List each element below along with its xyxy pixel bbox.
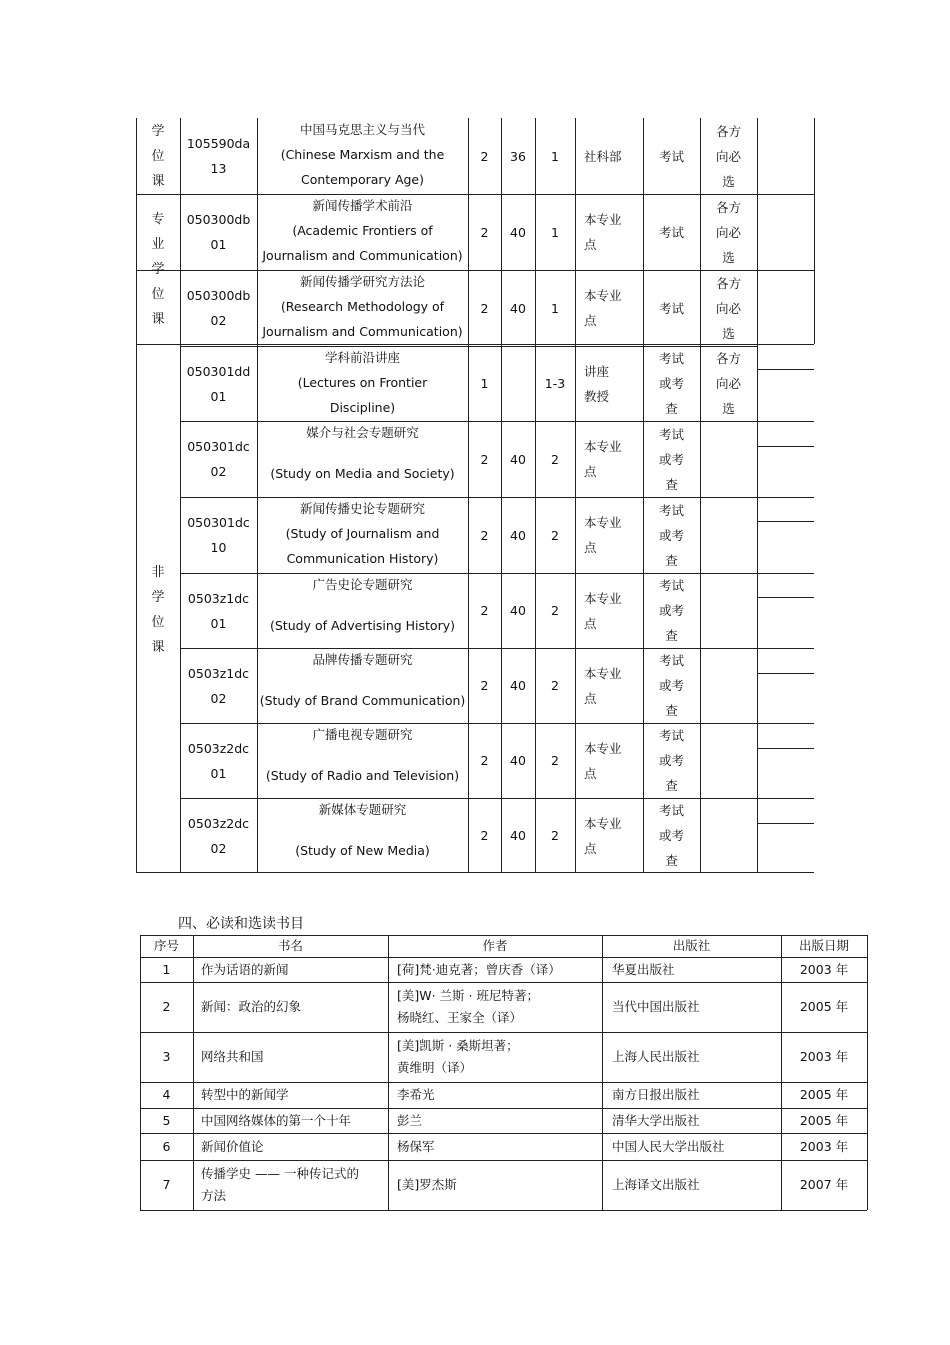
course-name (257, 572, 468, 647)
course-name-cn: 学科前沿讲座 (324, 350, 400, 365)
course-exam: 考试 或考 查 (658, 502, 684, 568)
row-line (757, 597, 814, 598)
book-author: 李希光 (397, 1087, 435, 1102)
book-date: 2005 年 (799, 1112, 849, 1128)
course-semester: 2 (551, 828, 559, 843)
course-name (257, 797, 468, 872)
course-credits: 2 (480, 753, 489, 768)
course-note (700, 723, 757, 798)
book-date: 2005 年 (799, 999, 849, 1014)
book-no: 5 (162, 1112, 171, 1128)
course-code: 0503z1dc 02 (187, 665, 250, 706)
course-dept: 本专业 点 (584, 515, 622, 555)
course-semester: 1 (551, 224, 559, 240)
course-group-label: 非 学 位 课 (151, 564, 165, 655)
course-hours: 40 (510, 224, 526, 240)
row-line (757, 748, 814, 749)
course-hours: 40 (510, 828, 526, 843)
course-name (257, 722, 468, 797)
course-note: 各方 向必 选 (715, 275, 741, 341)
row-line (757, 673, 814, 674)
book-table-line (867, 935, 868, 1210)
course-name (257, 269, 468, 345)
course-name (257, 193, 468, 269)
course-semester: 2 (551, 678, 559, 693)
course-name (257, 420, 468, 496)
book-title: 中国网络媒体的第一个十年 (201, 1112, 352, 1128)
course-exam: 考试 或考 查 (658, 803, 684, 868)
course-group-label: 学 位 课 (151, 123, 165, 189)
course-exam: 考试 (658, 148, 684, 164)
course-name-en: (Chinese Marxism and the Contemporary Age) (280, 147, 445, 187)
course-code: 0503z1dc 01 (187, 590, 250, 631)
book-title: 传播学史 —— 一种传记式的 方法 (201, 1166, 359, 1203)
book-date: 2005 年 (799, 1087, 849, 1102)
course-name-cn: 新闻传播学研究方法论 (299, 274, 425, 289)
course-code: 050301dc 02 (187, 439, 250, 479)
course-code: 0503z2dc 01 (187, 740, 250, 781)
course-name-en: (Study of Journalism and Communication History) (285, 526, 440, 566)
course-note (700, 573, 757, 648)
course-dept: 本专业 点 (584, 212, 622, 252)
row-line (757, 723, 814, 724)
course-dept: 本专业 点 (584, 740, 622, 781)
book-header-title: 书名 (277, 938, 303, 953)
course-credits: 2 (480, 148, 489, 164)
book-title: 新闻：政治的幻象 (201, 999, 302, 1014)
course-name-cn: 新闻传播学术前沿 (312, 198, 413, 213)
book-title: 新闻价值论 (201, 1138, 264, 1154)
course-hours: 40 (510, 527, 526, 543)
course-note (700, 421, 757, 497)
course-name (257, 345, 468, 420)
book-header-author: 作者 (482, 938, 508, 953)
row-line (757, 521, 814, 522)
book-author: 杨保军 (397, 1138, 435, 1154)
course-name-cn: 中国马克思主义与当代 (299, 122, 425, 137)
course-code: 050301dc 10 (187, 515, 250, 555)
course-dept: 讲座 教授 (584, 363, 610, 404)
course-hours: 40 (510, 451, 526, 467)
course-dept: 本专业 点 (584, 815, 622, 856)
book-date: 2007 年 (799, 1177, 849, 1192)
book-table-line (602, 935, 603, 1210)
course-credits: 2 (480, 678, 489, 693)
course-hours: 36 (510, 148, 526, 164)
course-code: 050300db 02 (186, 288, 251, 328)
course-code: 105590da 13 (186, 136, 251, 176)
course-credits: 2 (480, 603, 489, 618)
book-publisher: 上海人民出版社 (612, 1049, 700, 1064)
course-note: 各方 向必 选 (715, 199, 741, 265)
book-date: 2003 年 (799, 1138, 849, 1154)
row-line (757, 497, 814, 498)
course-exam: 考试 (658, 300, 684, 316)
course-exam: 考试 或考 查 (658, 426, 684, 492)
row-line (757, 823, 814, 824)
book-publisher: 南方日报出版社 (612, 1087, 700, 1102)
book-publisher: 华夏出版社 (612, 961, 675, 977)
course-credits: 2 (480, 527, 489, 543)
course-name-cn: 品牌传播专题研究 (312, 652, 413, 667)
course-hours: 40 (510, 678, 526, 693)
course-name-cn: 广播电视专题研究 (312, 727, 413, 742)
row-line (757, 446, 814, 447)
course-exam: 考试 或考 查 (658, 351, 684, 416)
course-note (700, 648, 757, 723)
course-semester: 1 (551, 148, 559, 164)
book-author: [荷]梵·迪克著；曾庆香（译） (397, 961, 561, 977)
course-note: 各方 向必 选 (715, 351, 741, 416)
course-dept: 本专业 点 (584, 590, 622, 631)
course-name-en: (Lectures on Frontier Discipline) (297, 375, 428, 415)
course-name-en: (Study of New Media) (295, 843, 430, 858)
book-publisher: 上海译文出版社 (612, 1177, 700, 1192)
book-header-publisher: 出版社 (672, 938, 711, 953)
row-line (757, 798, 814, 799)
book-no: 4 (162, 1087, 171, 1102)
book-author: [美]W· 兰斯 · 班尼特著； 杨晓红、王家全（译） (397, 988, 539, 1025)
course-dept: 社科部 (584, 148, 622, 164)
book-author: [美]罗杰斯 (397, 1177, 457, 1192)
book-title: 转型中的新闻学 (201, 1087, 289, 1102)
course-name-en: (Study on Media and Society) (270, 466, 455, 481)
course-exam: 考试 或考 查 (658, 578, 684, 643)
course-credits: 2 (480, 451, 489, 467)
course-exam: 考试 (658, 224, 684, 240)
section-title: 四、必读和选读书目 (178, 916, 304, 932)
book-publisher: 当代中国出版社 (612, 999, 700, 1014)
book-table-line (193, 935, 194, 1210)
course-semester: 2 (551, 753, 559, 768)
course-exam: 考试 或考 查 (658, 653, 684, 718)
course-name-cn: 新媒体专题研究 (318, 802, 407, 817)
book-publisher: 中国人民大学出版社 (612, 1138, 725, 1154)
course-name-en: (Study of Advertising History) (270, 618, 455, 633)
course-note (700, 798, 757, 873)
course-credits: 2 (480, 300, 489, 316)
course-hours: 40 (510, 753, 526, 768)
course-dept: 本专业 点 (584, 288, 622, 328)
course-credits: 1 (480, 376, 489, 391)
course-dept: 本专业 点 (584, 439, 622, 479)
book-publisher: 清华大学出版社 (612, 1112, 700, 1128)
book-header-date: 出版日期 (798, 938, 849, 953)
book-title: 作为话语的新闻 (201, 961, 289, 977)
course-name (257, 117, 468, 193)
course-name-en: (Research Methodology of Journalism and Communication) (262, 299, 463, 339)
row-line (757, 421, 814, 422)
row-line (757, 573, 814, 574)
course-semester: 1 (551, 300, 559, 316)
col-line (575, 118, 576, 873)
course-credits: 2 (480, 224, 489, 240)
book-title: 网络共和国 (201, 1049, 264, 1064)
book-table-line (388, 935, 389, 1210)
course-hours: 40 (510, 603, 526, 618)
book-no: 2 (162, 999, 171, 1014)
book-author: [美]凯斯 · 桑斯坦著； 黄维明（译） (397, 1038, 519, 1075)
course-name-en: (Academic Frontiers of Journalism and Communication) (262, 223, 463, 263)
course-name-cn: 新闻传播史论专题研究 (299, 501, 425, 516)
course-name (257, 496, 468, 572)
col-line (757, 118, 758, 873)
book-no: 6 (162, 1138, 171, 1154)
course-name (257, 647, 468, 722)
course-code: 050301dd 01 (186, 363, 251, 404)
course-name-cn: 广告史论专题研究 (312, 577, 413, 592)
course-name-en: (Study of Brand Communication) (259, 693, 466, 708)
course-group-label: 专 业 学 位 课 (151, 211, 165, 327)
book-header-no: 序号 (153, 938, 179, 953)
course-name-cn: 媒介与社会专题研究 (306, 425, 419, 440)
course-semester: 2 (551, 603, 559, 618)
course-hours (501, 346, 535, 421)
book-date: 2003 年 (799, 961, 849, 977)
book-no: 1 (162, 961, 171, 977)
row-line (757, 648, 814, 649)
course-hours: 40 (510, 300, 526, 316)
course-semester: 1-3 (544, 376, 566, 391)
book-author: 彭兰 (397, 1112, 423, 1128)
course-note (700, 497, 757, 573)
course-name-en: (Study of Radio and Television) (265, 768, 460, 783)
book-no: 7 (162, 1177, 171, 1192)
book-table-line (140, 1210, 867, 1211)
course-code: 050300db 01 (186, 212, 251, 252)
col-line (814, 118, 815, 344)
course-credits: 2 (480, 828, 489, 843)
course-dept: 本专业 点 (584, 665, 622, 706)
row-line (757, 369, 814, 370)
course-semester: 2 (551, 451, 559, 467)
course-exam: 考试 或考 查 (658, 728, 684, 793)
book-date: 2003 年 (799, 1049, 849, 1064)
course-code: 0503z2dc 02 (187, 815, 250, 856)
book-no: 3 (162, 1049, 171, 1064)
course-note: 各方 向必 选 (715, 123, 741, 189)
course-semester: 2 (551, 527, 559, 543)
